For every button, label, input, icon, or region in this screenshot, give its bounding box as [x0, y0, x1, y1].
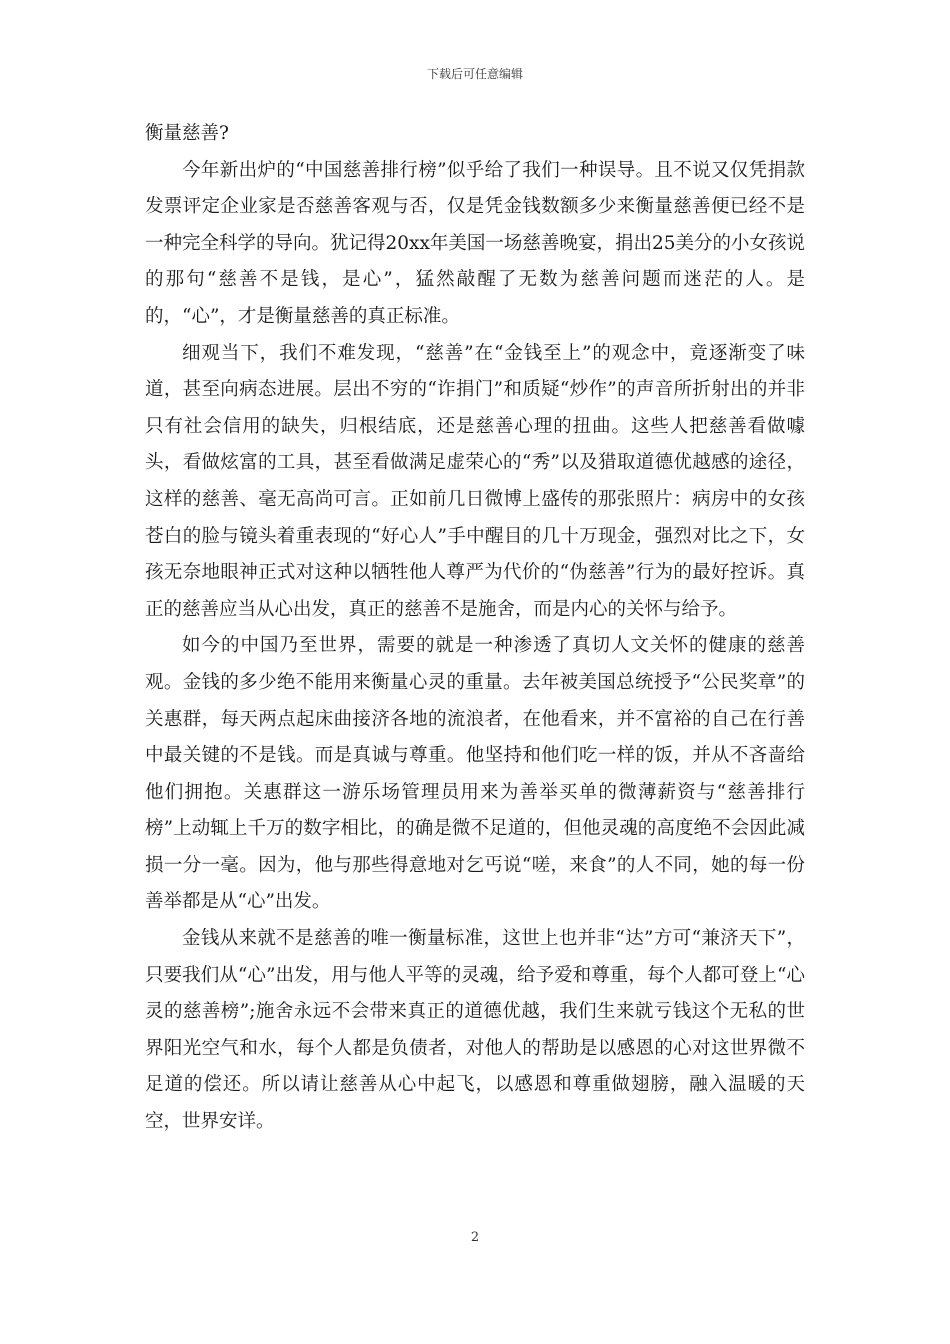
- page-header: 下载后可任意编辑: [426, 67, 523, 81]
- paragraph: 细观当下，我们不难发现，“慈善”在“金钱至上”的观念中，竟逐渐变了味道，甚至向病态进展。层出不穷的“诈捐门”和质疑“炒作”的声音所折射出的并非只有社会信用的缺失，归根结底，还是慈善心理的扭曲。这些人把慈善看做噱头，看做炫富的工具，甚至看做满足虚荣心的“秀”以及猎取道德优越感的途径，这样的慈善、毫无高尚可言。正如前几日微博上盛传的那张照片：病房中的女孩苍白的脸与镜头着重表现的“好心人”手中醒目的几十万现金，强烈对比之下，女孩无奈地眼神正式对这种以牺牲他人尊严为代价的“伪慈善”行为的最好控诉。真正的慈善应当从心出发，真正的慈善不是施舍，而是内心的关怀与给予。: [145, 342, 805, 620]
- page-number: 2: [470, 1230, 480, 1245]
- paragraph: 金钱从来就不是慈善的唯一衡量标准，这世上也并非“达”方可“兼济天下”，只要我们从“心”出发，用与他人平等的灵魂，给予爱和尊重，每个人都可登上“心灵的慈善榜”;施舍永远不会带来真正的道德优越，我们生来就亏钱这个无私的世界阳光空气和水，每个人都是负债者，对他人的帮助是以感恩的心对这世界微不足道的偿还。所以请让慈善从心中起飞，以感恩和尊重做翅膀，融入温暖的天空，世界安详。: [145, 928, 805, 1133]
- document-body: [145, 116, 805, 1141]
- paragraph: 如今的中国乃至世界，需要的就是一种渗透了真切人文关怀的健康的慈善观。金钱的多少绝不能用来衡量心灵的重量。去年被美国总统授予“公民奖章”的关惠群，每天两点起床曲接济各地的流浪者，在他看来，并不富裕的自己在行善中最关键的不是钱。而是真诚与尊重。他坚持和他们吃一样的饭，并从不吝啬给他们拥抱。关惠群这一游乐场管理员用来为善举买单的微薄薪资与“慈善排行榜”上动辄上千万的数字相比，的确是微不足道的，但他灵魂的高度绝不会因此减损一分一毫。因为，他与那些得意地对乞丐说“嗟，来食”的人不同，她的每一份善举都是从“心”出发。: [145, 635, 805, 913]
- paragraph: 今年新出炉的“中国慈善排行榜”似乎给了我们一种误导。且不说又仅凭捐款发票评定企业家是否慈善客观与否，仅是凭金钱数额多少来衡量慈善便已经不是一种完全科学的导向。犹记得20xx年美国一场慈善晚宴，捐出25美分的小女孩说的那句“慈善不是钱，是心”，猛然敲醒了无数为慈善问题而迷茫的人。是的，“心”，才是衡量慈善的真正标准。: [145, 159, 805, 327]
- paragraph-continuation: 衡量慈善?: [145, 123, 229, 144]
